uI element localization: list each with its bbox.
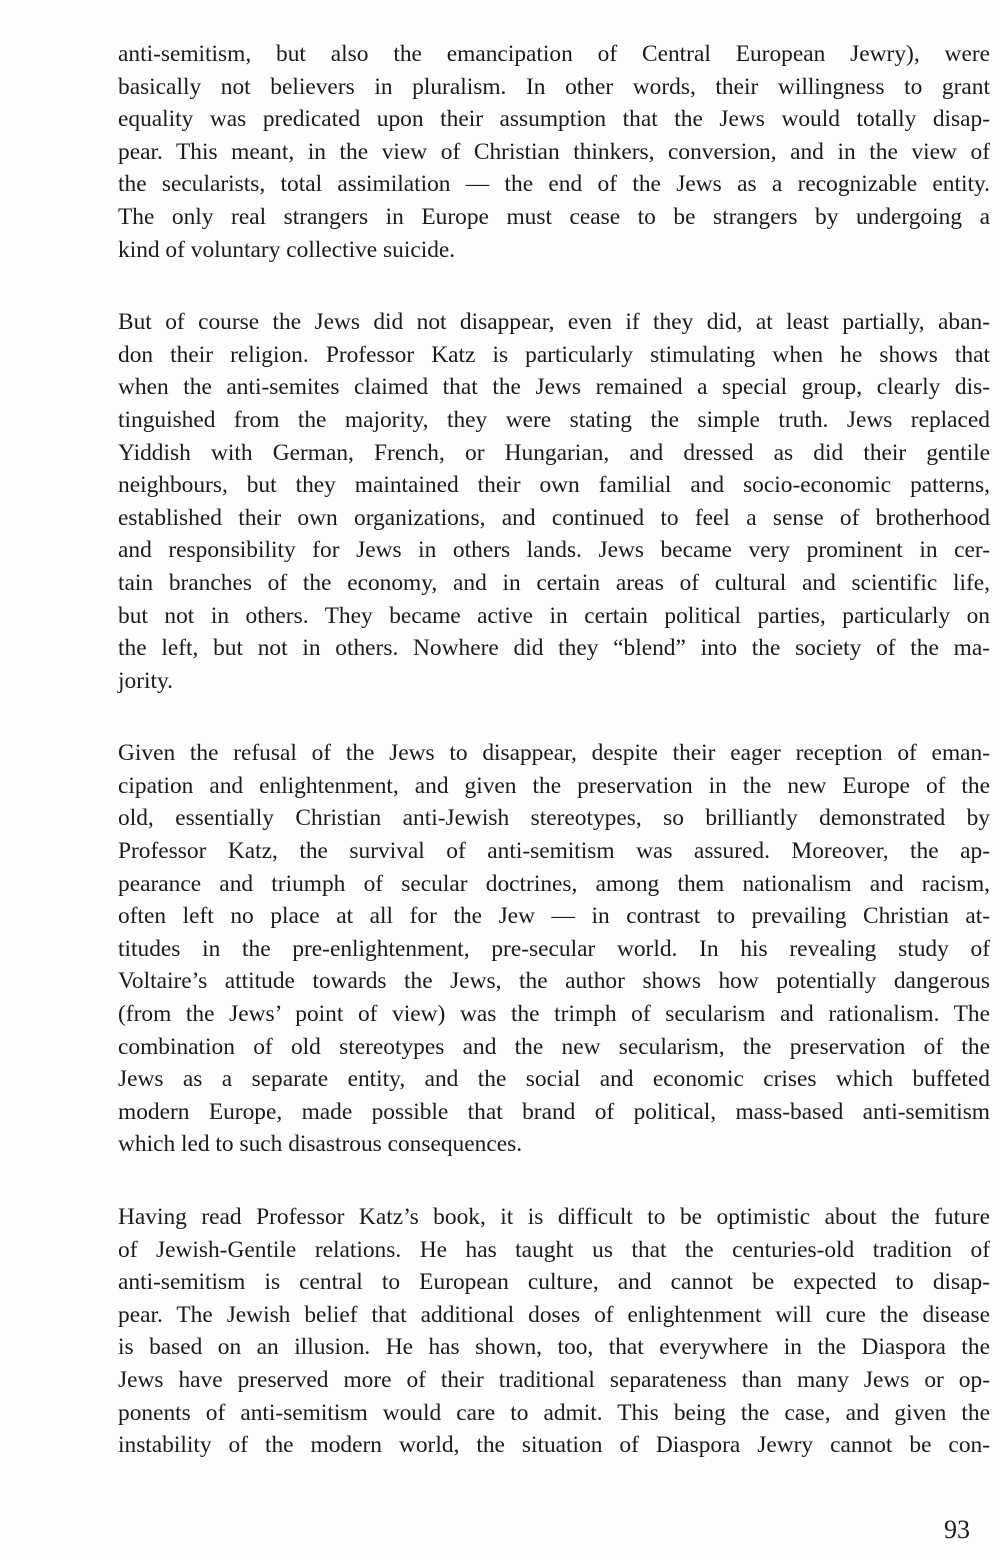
text-line: jority. — [118, 667, 174, 694]
text-line: The only real strangers in Europe must cease to be strangers by undergoing a — [118, 203, 990, 230]
text-line: the secularists, total assimilation — the end of the Jews as a recognizable entity. — [118, 171, 990, 198]
text-line: Having read Professor Katz’s book, it is difficult to be optimistic about the future — [118, 1204, 990, 1230]
text-line: Jews as a separate entity, and the social and economic crises which buffeted — [118, 1066, 990, 1093]
text-line: equality was predicated upon their assumption that the Jews would totally disap- — [118, 106, 990, 133]
text-line: Voltaire’s attitude towards the Jews, the author shows how potentially dangerous — [118, 968, 990, 995]
paragraph — [118, 737, 990, 1161]
text-line: don their religion. Professor Katz is particularly stimulating when he shows that — [118, 341, 990, 368]
text-line: Given the refusal of the Jews to disappear, despite their eager reception of eman- — [118, 740, 990, 767]
text-line: Professor Katz, the survival of anti-semitism was assured. Moreover, the ap- — [118, 838, 990, 865]
text-line: Jews have preserved more of their traditional separateness than many Jews or op- — [118, 1366, 990, 1393]
paragraph — [118, 1201, 990, 1462]
text-line: ponents of anti-semitism would care to admit. This being the case, and given the — [118, 1399, 990, 1426]
text-line: instability of the modern world, the situation of Diaspora Jewry cannot be con- — [118, 1432, 990, 1459]
text-line: anti-semitism is central to European culture, and cannot be expected to disap- — [118, 1269, 990, 1296]
text-line: cipation and enlightenment, and given the preservation in the new Europe of the — [118, 772, 990, 799]
text-line: but not in others. They became active in certain political parties, particularly on — [118, 602, 990, 629]
text-line: anti-semitism, but also the emancipation of Central European Jewry), were — [118, 41, 990, 67]
text-line: often left no place at all for the Jew — in contrast to prevailing Christian at- — [118, 903, 990, 930]
text-line: pearance and triumph of secular doctrines, among them nationalism and racism, — [118, 870, 990, 897]
text-line: pear. The Jewish belief that additional doses of enlightenment will cure the disease — [118, 1301, 990, 1328]
text-line: kind of voluntary collective suicide. — [118, 236, 456, 263]
page-body — [118, 38, 990, 1502]
text-line: established their own organizations, and continued to feel a sense of brotherhood — [118, 504, 990, 531]
text-line: titudes in the pre-enlightenment, pre-secular world. In his revealing study of — [118, 935, 990, 962]
text-line: tain branches of the economy, and in certain areas of cultural and scientific life, — [118, 569, 990, 596]
text-line: basically not believers in pluralism. In other words, their willingness to grant — [118, 73, 990, 100]
text-line: pear. This meant, in the view of Christian thinkers, conversion, and in the view of — [118, 138, 990, 165]
text-line: and responsibility for Jews in others lands. Jews became very prominent in cer- — [118, 537, 990, 564]
text-line: tinguished from the majority, they were stating the simple truth. Jews replaced — [118, 406, 990, 433]
text-line: neighbours, but they maintained their own familial and socio-economic patterns, — [118, 472, 990, 499]
page-number: 93 — [944, 1515, 970, 1544]
text-line: But of course the Jews did not disappear, even if they did, at least partially, aban- — [118, 309, 990, 336]
text-line: (from the Jews’ point of view) was the trimph of secularism and rationalism. The — [118, 1001, 990, 1028]
text-line: when the anti-semites claimed that the Jews remained a special group, clearly dis- — [118, 374, 990, 401]
text-line: modern Europe, made possible that brand of political, mass-based anti-semitism — [118, 1098, 990, 1125]
text-line: which led to such disastrous consequences. — [118, 1131, 523, 1158]
paragraph — [118, 38, 990, 266]
text-line: old, essentially Christian anti-Jewish stereotypes, so brilliantly demonstrated by — [118, 805, 990, 832]
text-line: is based on an illusion. He has shown, too, that everywhere in the Diaspora the — [118, 1334, 990, 1361]
text-line: of Jewish-Gentile relations. He has taught us that the centuries-old tradition of — [118, 1236, 990, 1263]
paragraph — [118, 306, 990, 697]
text-line: the left, but not in others. Nowhere did they “blend” into the society of the ma- — [118, 635, 990, 662]
text-line: combination of old stereotypes and the new secularism, the preservation of the — [118, 1033, 990, 1060]
text-line: Yiddish with German, French, or Hungarian, and dressed as did their gentile — [118, 439, 990, 466]
